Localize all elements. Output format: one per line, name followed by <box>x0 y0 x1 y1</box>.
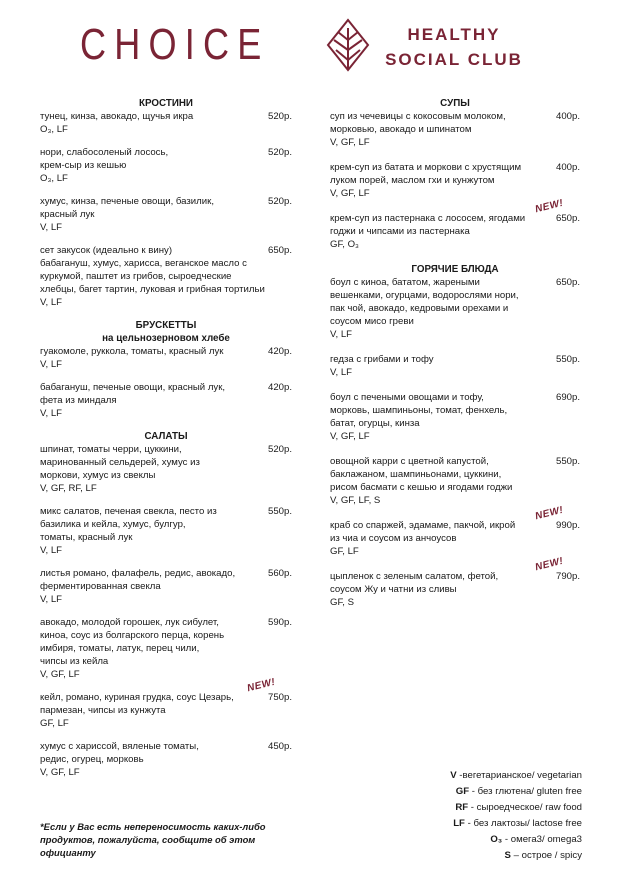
section-title: САЛАТЫ <box>144 431 188 442</box>
menu-item <box>330 353 580 379</box>
menu-item-description: имбиря, томаты, латук, перец чили, <box>40 643 200 654</box>
menu-item-description: боул с киноа, бататом, жареными <box>330 277 480 288</box>
menu-item-price: 590р. <box>267 617 292 628</box>
menu-item-price: 450р. <box>267 741 292 752</box>
menu-item-description: краб со спаржей, эдамаме, пакчой, икрой <box>330 520 516 531</box>
menu-item-description: из чиа и соусом из анчоусов <box>330 533 457 544</box>
menu-item-description: хумус, кинза, печеные овощи, базилик, <box>40 196 214 207</box>
menu-item-description: крем-суп из пастернака с лососем, ягодами <box>330 213 526 224</box>
menu-item-description: вешенками, огурцами, водорослями нори, <box>330 290 519 301</box>
menu-item-price: 990р. <box>555 520 580 531</box>
menu-item-description: сет закусок (идеально к вину) <box>40 245 173 256</box>
brand-line-1: HEALTHY <box>407 25 501 44</box>
legend-row <box>450 800 582 816</box>
menu-item-description: микс салатов, печеная свекла, песто из <box>40 506 217 517</box>
allergy-footnote: *Если у Вас есть непереносимость каких-либо продуктов, пожалуйста, сообщите об этом официанту <box>40 821 266 858</box>
menu-item-diet-tags: V, GF, LF <box>330 137 370 148</box>
menu-item-description: куркумой, паштет из грибов, сыроедческие <box>40 271 232 282</box>
menu-item-description: киноа, соус из болгарского перца, корень <box>40 630 225 641</box>
menu-item <box>40 345 292 371</box>
menu-item-price: 650р. <box>267 245 292 256</box>
menu-item-description: гуакомоле, руккола, томаты, красный лук <box>40 346 224 357</box>
menu-item-price: 520р. <box>267 196 292 207</box>
menu-item-description: батат, огурцы, кинза <box>330 418 420 429</box>
menu-item-diet-tags: V, LF <box>40 297 63 308</box>
legend-text: - без лактозы/ lactose free <box>464 818 582 829</box>
new-badge: NEW! <box>246 676 277 695</box>
menu-item-description: моркови, хумус из свеклы <box>40 470 156 481</box>
menu-item-description: соусом мисо греви <box>330 316 414 327</box>
menu-item-diet-tags: О₃, LF <box>40 173 68 184</box>
section-title: КРОСТИНИ <box>139 98 193 109</box>
menu-item-price: 690р. <box>555 392 580 403</box>
menu-item-diet-tags: V, LF <box>40 359 63 370</box>
legend-code: V <box>450 770 457 781</box>
brand-choice: CHOICE <box>80 20 270 69</box>
menu-item-description: крем-суп из батата и моркови с хрустящим <box>330 162 522 173</box>
menu-item <box>330 110 580 149</box>
menu-item-price: 560р. <box>267 568 292 579</box>
legend-text: - омега3/ omega3 <box>502 834 582 845</box>
menu-item <box>40 740 292 779</box>
menu-item-description: рисом басмати с кешью и ягодами годжи <box>330 482 513 493</box>
menu-item-price: 400р. <box>555 111 580 122</box>
menu-item-price: 550р. <box>555 456 580 467</box>
menu-item-description: овощной карри с цветной капустой, <box>330 456 489 467</box>
new-badge: NEW! <box>534 504 565 523</box>
legend-row <box>450 784 582 800</box>
menu-item-description: базилика и кейла, хумус, булгур, <box>40 519 186 530</box>
menu-item <box>330 161 580 200</box>
menu-item <box>40 146 292 185</box>
menu-item-description: тунец, кинза, авокадо, щучья икра <box>40 111 194 122</box>
menu-item <box>40 244 292 309</box>
menu-item-price: 520р. <box>267 444 292 455</box>
menu-item-description: нори, слабосоленый лосось, <box>40 147 169 158</box>
menu-item-diet-tags: GF, S <box>330 597 354 608</box>
section-title: ГОРЯЧИЕ БЛЮДА <box>411 264 499 275</box>
menu-item <box>330 391 580 443</box>
menu-item-price: 520р. <box>267 111 292 122</box>
menu-item-diet-tags: GF, LF <box>40 718 69 729</box>
legend-code: LF <box>453 818 465 829</box>
menu-item-diet-tags: V, LF <box>40 594 63 605</box>
menu-item-description: суп из чечевицы с кокосовым молоком, <box>330 111 506 122</box>
menu-item-description: маринованный сельдерей, хумус из <box>40 457 200 468</box>
legend-text: - сыроедческое/ raw food <box>468 802 582 813</box>
menu-item-description: фета из миндаля <box>40 395 117 406</box>
menu-item-price: 790р. <box>555 571 580 582</box>
menu-item-price: 750р. <box>267 692 292 703</box>
section-title: БРУСКЕТТЫ <box>135 320 197 331</box>
menu-item-description: пармезан, чипсы из кунжута <box>40 705 166 716</box>
legend-row <box>450 768 582 784</box>
left-menu-column <box>40 97 292 789</box>
menu-item <box>330 276 580 341</box>
menu-item-description: морковью, авокадо и шпинатом <box>330 124 472 135</box>
menu-item-description: луком порей, маслом гхи и кунжутом <box>330 175 495 186</box>
menu-item-description: морковь, шампиньоны, томат, фенхель, <box>330 405 508 416</box>
menu-item-price: 520р. <box>267 147 292 158</box>
menu-item-diet-tags: GF, О₃ <box>330 239 359 250</box>
menu-item-diet-tags: V, GF, LF, S <box>330 495 381 506</box>
legend-code: GF <box>455 786 470 797</box>
menu-item-description: авокадо, молодой горошек, лук сибулет, <box>40 617 219 628</box>
menu-item-diet-tags: V, LF <box>330 329 353 340</box>
menu-item-description: крем-сыр из кешью <box>40 160 127 171</box>
menu-item <box>40 616 292 681</box>
menu-item-diet-tags: GF, LF <box>330 546 359 557</box>
menu-item-description: листья романо, фалафель, редис, авокадо, <box>40 568 236 579</box>
menu-item-price: 650р. <box>555 213 580 224</box>
new-badge: NEW! <box>534 555 565 574</box>
menu-item-diet-tags: О₃, LF <box>40 124 68 135</box>
menu-item-diet-tags: V, GF, RF, LF <box>40 483 97 494</box>
menu-item <box>40 195 292 234</box>
menu-item <box>330 555 580 609</box>
menu-item-diet-tags: V, LF <box>40 408 63 419</box>
menu-item-diet-tags: V, LF <box>330 367 353 378</box>
menu-item-description: гедза с грибами и тофу <box>330 354 434 365</box>
menu-item-description: бабагануш, хумус, харисса, веганское масло с <box>40 258 247 269</box>
menu-item-description: хлебцы, багет тартин, луковая и грибная тортильи <box>40 284 265 295</box>
menu-item-price: 550р. <box>267 506 292 517</box>
menu-item-description: чипсы из кейла <box>40 656 109 667</box>
diet-legend <box>450 768 582 864</box>
new-badge: NEW! <box>534 197 565 216</box>
legend-code: S <box>504 850 511 861</box>
brand-line-2: SOCIAL CLUB <box>385 50 523 69</box>
menu-item-description: цыпленок с зеленым салатом, фетой, <box>330 571 499 582</box>
menu-item <box>330 455 580 507</box>
menu-item-description: пак чой, авокадо, кедровыми орехами и <box>330 303 509 314</box>
menu-item <box>40 381 292 420</box>
legend-text: – острое / spicy <box>510 850 582 861</box>
menu-item-description: редис, огурец, морковь <box>40 754 144 765</box>
menu-item-diet-tags: V, LF <box>40 222 63 233</box>
leaf-diamond-icon <box>326 18 370 72</box>
menu-item-description: соусом Жу и чатни из сливы <box>330 584 457 595</box>
menu-item-diet-tags: V, GF, LF <box>40 767 80 778</box>
menu-item-description: шпинат, томаты черри, цуккини, <box>40 444 182 455</box>
legend-code: RF <box>455 802 469 813</box>
menu-item-description: ферментированная свекла <box>40 581 161 592</box>
menu-item-price: 420р. <box>267 346 292 357</box>
legend-text: - без глютена/ gluten free <box>469 786 582 797</box>
menu-item-description: бабагануш, печеные овощи, красный лук, <box>40 382 226 393</box>
menu-item-price: 550р. <box>555 354 580 365</box>
menu-item <box>40 505 292 557</box>
menu-item-diet-tags: V, LF <box>40 545 63 556</box>
menu-item <box>40 676 292 730</box>
menu-item-price: 420р. <box>267 382 292 393</box>
menu-item-price: 400р. <box>555 162 580 173</box>
section-subtitle: на цельнозерновом хлебе <box>102 333 230 344</box>
menu-item-description: томаты, красный лук <box>40 532 133 543</box>
menu-item-description: годжи и чипсами из пастернака <box>330 226 470 237</box>
menu-item-price: 650р. <box>555 277 580 288</box>
menu-item <box>40 110 292 136</box>
legend-row <box>450 848 582 864</box>
menu-item <box>40 443 292 495</box>
menu-item-description: баклажаном, шампиньонами, цуккини, <box>330 469 502 480</box>
menu-item-diet-tags: V, GF, LF <box>330 431 370 442</box>
menu-item <box>330 197 580 251</box>
menu-item-description: кейл, романо, куриная грудка, соус Цезарь, <box>40 692 234 703</box>
menu-item <box>330 504 580 558</box>
menu-item <box>40 567 292 606</box>
menu-item-diet-tags: V, GF, LF <box>40 669 80 680</box>
right-menu-column <box>330 97 580 621</box>
menu-item-description: хумус с хариссой, вяленые томаты, <box>40 741 199 752</box>
menu-item-description: красный лук <box>40 209 95 220</box>
menu-item-description: боул с печеными овощами и тофу, <box>330 392 484 403</box>
section-title: СУПЫ <box>440 98 470 109</box>
brand-healthy-social-club <box>376 22 532 72</box>
menu-item-diet-tags: V, GF, LF <box>330 188 370 199</box>
legend-row <box>450 832 582 848</box>
legend-text: -вегетарианское/ vegetarian <box>456 770 582 781</box>
legend-row <box>450 816 582 832</box>
legend-code: О₃ <box>490 834 503 845</box>
